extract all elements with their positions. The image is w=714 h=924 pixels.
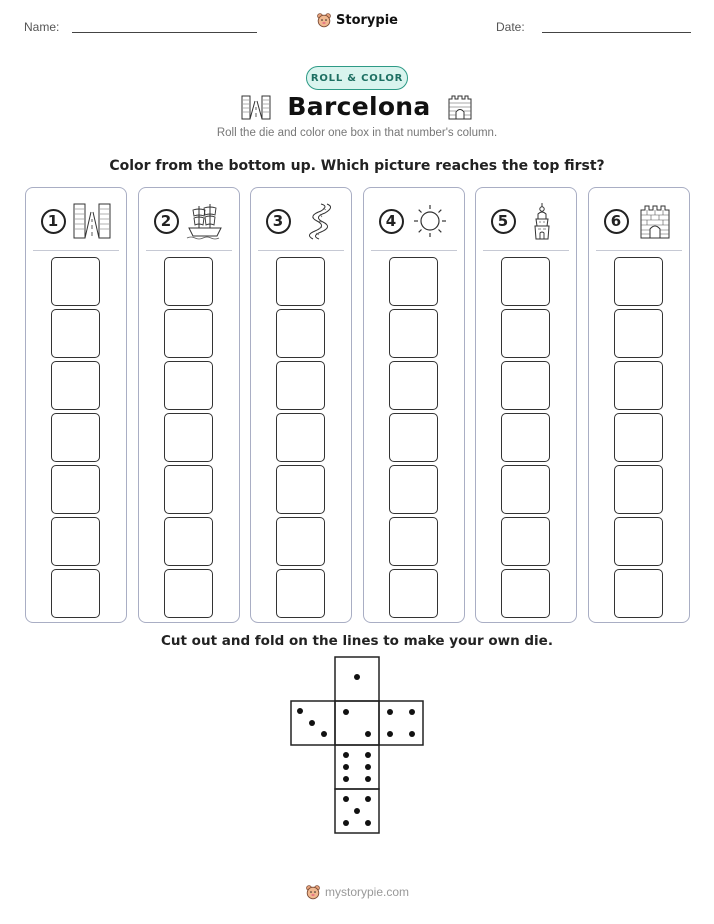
color-box[interactable] [276, 517, 325, 566]
column-divider [483, 250, 569, 251]
color-box[interactable] [389, 465, 438, 514]
column-number: 5 [491, 209, 516, 234]
column-header [476, 202, 576, 240]
color-box[interactable] [51, 257, 100, 306]
title-row [0, 92, 714, 121]
footer [0, 884, 714, 900]
color-box[interactable] [501, 257, 550, 306]
column-divider [258, 250, 344, 251]
color-box[interactable] [614, 569, 663, 618]
color-box[interactable] [164, 361, 213, 410]
name-line[interactable] [72, 32, 257, 33]
color-box[interactable] [501, 465, 550, 514]
color-box[interactable] [614, 257, 663, 306]
column-divider [371, 250, 457, 251]
color-box[interactable] [501, 309, 550, 358]
color-box[interactable] [501, 517, 550, 566]
column-header [26, 202, 126, 240]
brand-name: Storypie [336, 12, 398, 28]
color-box[interactable] [389, 257, 438, 306]
color-box[interactable] [501, 413, 550, 462]
column-2 [138, 187, 240, 623]
color-box[interactable] [164, 309, 213, 358]
column-header [364, 202, 464, 240]
color-box[interactable] [614, 517, 663, 566]
page-title: Barcelona [287, 92, 431, 121]
date-line[interactable] [542, 32, 691, 33]
color-box[interactable] [389, 309, 438, 358]
column-number: 2 [154, 209, 179, 234]
castle-icon [447, 93, 473, 121]
color-box[interactable] [501, 361, 550, 410]
ship-icon [185, 202, 225, 240]
color-box[interactable] [614, 361, 663, 410]
subtitle: Roll the die and color one box in that number's column. [216, 127, 498, 139]
color-box[interactable] [276, 569, 325, 618]
date-label: Date: [496, 20, 525, 34]
color-box[interactable] [164, 517, 213, 566]
color-box[interactable] [164, 465, 213, 514]
color-box[interactable] [164, 257, 213, 306]
tower-icon [522, 202, 562, 240]
color-box[interactable] [51, 413, 100, 462]
column-header [589, 202, 689, 240]
die-face-6 [335, 745, 379, 789]
color-box[interactable] [501, 569, 550, 618]
brand-logo [0, 12, 714, 28]
name-label: Name: [24, 20, 60, 34]
column-5 [475, 187, 577, 623]
color-box[interactable] [51, 309, 100, 358]
column-divider [33, 250, 119, 251]
column-6 [588, 187, 690, 623]
sun-icon [410, 202, 450, 240]
column-number: 1 [41, 209, 66, 234]
column-3 [250, 187, 352, 623]
color-box[interactable] [51, 517, 100, 566]
color-box[interactable] [389, 517, 438, 566]
column-divider [146, 250, 232, 251]
die-net [290, 656, 424, 834]
color-box[interactable] [389, 413, 438, 462]
color-box[interactable] [614, 465, 663, 514]
storypie-bear-icon [316, 12, 332, 28]
instruction: Color from the bottom up. Which picture reaches the top first? [109, 158, 605, 174]
color-box[interactable] [276, 413, 325, 462]
color-box[interactable] [276, 361, 325, 410]
color-box[interactable] [164, 413, 213, 462]
roll-color-badge: ROLL & COLOR [306, 66, 408, 90]
footer-url[interactable]: mystorypie.com [324, 885, 410, 899]
die-face-2 [335, 701, 379, 745]
color-box[interactable] [276, 257, 325, 306]
column-number: 3 [266, 209, 291, 234]
column-divider [596, 250, 682, 251]
color-box[interactable] [164, 569, 213, 618]
street-icon [241, 93, 271, 121]
column-number: 4 [379, 209, 404, 234]
column-header [251, 202, 351, 240]
color-box[interactable] [276, 309, 325, 358]
castle-icon [635, 202, 675, 240]
column-header [139, 202, 239, 240]
street-icon [72, 202, 112, 240]
color-box[interactable] [389, 361, 438, 410]
color-box[interactable] [276, 465, 325, 514]
color-box[interactable] [51, 569, 100, 618]
column-number: 6 [604, 209, 629, 234]
column-4 [363, 187, 465, 623]
cut-instruction: Cut out and fold on the lines to make your own die. [161, 633, 553, 649]
color-box[interactable] [389, 569, 438, 618]
color-box[interactable] [614, 309, 663, 358]
color-box[interactable] [51, 361, 100, 410]
roll-columns [0, 187, 714, 623]
storypie-bear-icon [305, 884, 321, 900]
die-face-4 [379, 701, 423, 745]
color-box[interactable] [614, 413, 663, 462]
color-box[interactable] [51, 465, 100, 514]
winding-path-icon [297, 202, 337, 240]
column-1 [25, 187, 127, 623]
